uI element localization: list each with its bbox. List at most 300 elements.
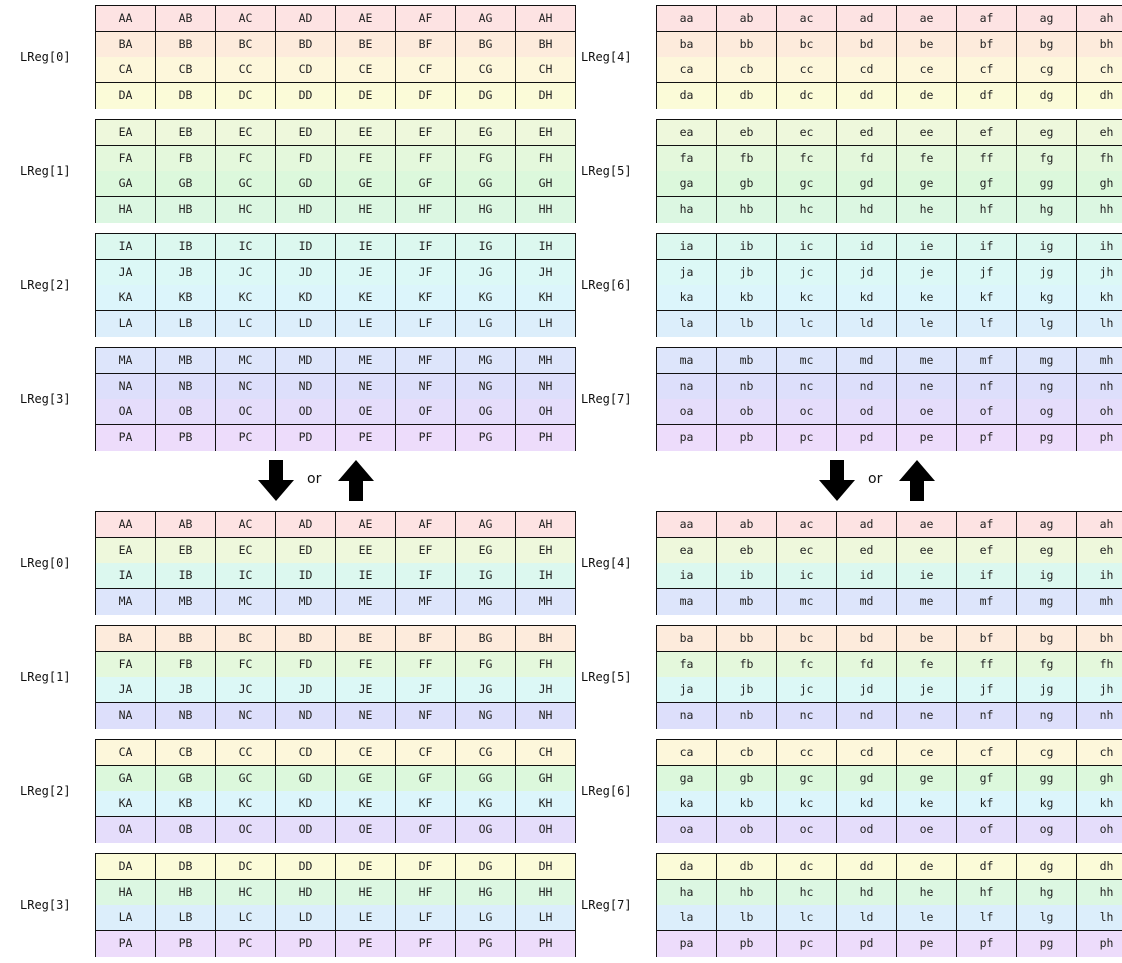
element-cell: EH — [516, 120, 575, 146]
register-grid — [656, 739, 1122, 843]
element-cell: DG — [456, 854, 516, 880]
element-cell: JG — [456, 677, 516, 703]
element-cell: gc — [777, 171, 837, 197]
element-cell: OA — [96, 399, 156, 425]
element-cell: GC — [216, 766, 276, 792]
register-row — [657, 32, 1122, 58]
element-cell: db — [717, 854, 777, 880]
element-cell: HD — [276, 197, 336, 223]
element-cell: ng — [1017, 374, 1077, 400]
element-cell: nc — [777, 703, 837, 729]
element-cell: JC — [216, 260, 276, 286]
element-cell: oc — [777, 817, 837, 843]
element-cell: KF — [396, 791, 456, 817]
element-cell: LF — [396, 905, 456, 931]
element-cell: AD — [276, 6, 336, 32]
element-cell: OF — [396, 399, 456, 425]
element-cell: me — [897, 589, 957, 615]
register-label: LReg[7] — [581, 898, 632, 912]
element-cell: DH — [516, 83, 575, 109]
element-cell: mg — [1017, 589, 1077, 615]
element-cell: gh — [1077, 171, 1122, 197]
register-row — [96, 285, 575, 311]
element-cell: lg — [1017, 311, 1077, 337]
element-cell: af — [957, 6, 1017, 32]
element-cell: lf — [957, 905, 1017, 931]
register-grid — [656, 5, 1122, 109]
register-group — [581, 853, 1121, 957]
element-cell: la — [657, 905, 717, 931]
register-row — [657, 171, 1122, 197]
element-cell: hc — [777, 880, 837, 906]
register-group — [20, 853, 560, 957]
register-grid — [656, 119, 1122, 223]
element-cell: gf — [957, 766, 1017, 792]
register-grid — [656, 233, 1122, 337]
register-row — [657, 57, 1122, 83]
element-cell: ac — [777, 512, 837, 538]
element-cell: ob — [717, 399, 777, 425]
element-cell: ae — [897, 512, 957, 538]
register-group — [581, 119, 1121, 223]
element-cell: bg — [1017, 626, 1077, 652]
element-cell: jf — [957, 677, 1017, 703]
element-cell: ME — [336, 589, 396, 615]
element-cell: cg — [1017, 57, 1077, 83]
register-grid — [95, 511, 576, 615]
element-cell: fg — [1017, 146, 1077, 172]
element-cell: FA — [96, 146, 156, 172]
register-row — [96, 817, 575, 843]
element-cell: na — [657, 374, 717, 400]
element-cell: df — [957, 83, 1017, 109]
element-cell: AA — [96, 6, 156, 32]
register-row — [657, 120, 1122, 146]
element-cell: eh — [1077, 120, 1122, 146]
element-cell: EE — [336, 120, 396, 146]
register-grid — [656, 511, 1122, 615]
element-cell: ID — [276, 234, 336, 260]
element-cell: of — [957, 399, 1017, 425]
register-row — [96, 538, 575, 564]
element-cell: ma — [657, 589, 717, 615]
element-cell: ah — [1077, 512, 1122, 538]
register-group — [581, 739, 1121, 843]
element-cell: OF — [396, 817, 456, 843]
element-cell: ma — [657, 348, 717, 374]
element-cell: LA — [96, 311, 156, 337]
element-cell: HG — [456, 880, 516, 906]
element-cell: NC — [216, 374, 276, 400]
element-cell: HE — [336, 197, 396, 223]
register-row — [96, 880, 575, 906]
element-cell: de — [897, 83, 957, 109]
register-grid — [656, 625, 1122, 729]
register-row — [657, 399, 1122, 425]
element-cell: pe — [897, 425, 957, 451]
element-cell: kd — [837, 285, 897, 311]
element-cell: ea — [657, 538, 717, 564]
element-cell: nh — [1077, 703, 1122, 729]
register-group — [20, 347, 560, 451]
element-cell: ec — [777, 120, 837, 146]
element-cell: KD — [276, 791, 336, 817]
element-cell: ED — [276, 538, 336, 564]
element-cell: eb — [717, 120, 777, 146]
element-cell: PG — [456, 425, 516, 451]
element-cell: aa — [657, 6, 717, 32]
element-cell: FE — [336, 652, 396, 678]
element-cell: BA — [96, 626, 156, 652]
element-cell: JF — [396, 677, 456, 703]
element-cell: gg — [1017, 766, 1077, 792]
element-cell: BH — [516, 32, 575, 58]
element-cell: FA — [96, 652, 156, 678]
element-cell: ee — [897, 120, 957, 146]
element-cell: oa — [657, 399, 717, 425]
element-cell: MC — [216, 589, 276, 615]
register-row — [96, 563, 575, 589]
element-cell: JD — [276, 260, 336, 286]
element-cell: FH — [516, 652, 575, 678]
element-cell: ab — [717, 6, 777, 32]
element-cell: je — [897, 677, 957, 703]
element-cell: FF — [396, 146, 456, 172]
element-cell: CE — [336, 57, 396, 83]
arrow-down-icon — [257, 460, 295, 502]
element-cell: lh — [1077, 311, 1122, 337]
register-row — [657, 589, 1122, 615]
element-cell: jd — [837, 260, 897, 286]
element-cell: dg — [1017, 854, 1077, 880]
element-cell: ef — [957, 120, 1017, 146]
element-cell: og — [1017, 399, 1077, 425]
element-cell: FC — [216, 652, 276, 678]
arrow-down-icon — [818, 460, 856, 502]
element-cell: gb — [717, 766, 777, 792]
element-cell: fh — [1077, 652, 1122, 678]
element-cell: LC — [216, 905, 276, 931]
register-grid — [656, 853, 1122, 957]
element-cell: pd — [837, 931, 897, 957]
element-cell: jb — [717, 260, 777, 286]
element-cell: LD — [276, 311, 336, 337]
element-cell: EC — [216, 120, 276, 146]
or-separator-left: or — [307, 471, 322, 487]
element-cell: JH — [516, 260, 575, 286]
element-cell: DF — [396, 83, 456, 109]
element-cell: FD — [276, 146, 336, 172]
element-cell: AD — [276, 512, 336, 538]
element-cell: da — [657, 83, 717, 109]
element-cell: HA — [96, 197, 156, 223]
arrow-up-icon — [898, 460, 936, 502]
element-cell: PD — [276, 931, 336, 957]
element-cell: bb — [717, 32, 777, 58]
element-cell: BG — [456, 626, 516, 652]
element-cell: BE — [336, 626, 396, 652]
element-cell: pg — [1017, 931, 1077, 957]
element-cell: cg — [1017, 740, 1077, 766]
element-cell: ie — [897, 563, 957, 589]
element-cell: df — [957, 854, 1017, 880]
element-cell: od — [837, 399, 897, 425]
element-cell: kc — [777, 791, 837, 817]
element-cell: MC — [216, 348, 276, 374]
element-cell: LC — [216, 311, 276, 337]
element-cell: CE — [336, 740, 396, 766]
register-row — [657, 425, 1122, 451]
register-row — [96, 766, 575, 792]
element-cell: CH — [516, 57, 575, 83]
element-cell: KA — [96, 791, 156, 817]
element-cell: MB — [156, 589, 216, 615]
register-grid — [95, 853, 576, 957]
register-label: LReg[2] — [20, 784, 71, 798]
element-cell: CF — [396, 57, 456, 83]
element-cell: MD — [276, 589, 336, 615]
element-cell: ke — [897, 791, 957, 817]
element-cell: ba — [657, 32, 717, 58]
element-cell: GF — [396, 171, 456, 197]
element-cell: MG — [456, 348, 516, 374]
element-cell: ic — [777, 234, 837, 260]
element-cell: FB — [156, 652, 216, 678]
element-cell: dg — [1017, 83, 1077, 109]
element-cell: HA — [96, 880, 156, 906]
element-cell: PC — [216, 931, 276, 957]
register-label: LReg[2] — [20, 278, 71, 292]
element-cell: ha — [657, 880, 717, 906]
element-cell: jh — [1077, 260, 1122, 286]
element-cell: CG — [456, 740, 516, 766]
register-row — [96, 6, 575, 32]
element-cell: ca — [657, 57, 717, 83]
register-row — [657, 311, 1122, 337]
element-cell: FG — [456, 146, 516, 172]
element-cell: NF — [396, 703, 456, 729]
element-cell: KG — [456, 285, 516, 311]
element-cell: BF — [396, 32, 456, 58]
element-cell: OH — [516, 817, 575, 843]
element-cell: HB — [156, 880, 216, 906]
element-cell: OD — [276, 817, 336, 843]
element-cell: NG — [456, 374, 516, 400]
element-cell: gf — [957, 171, 1017, 197]
element-cell: FE — [336, 146, 396, 172]
register-row — [657, 931, 1122, 957]
register-grid — [95, 119, 576, 223]
element-cell: AH — [516, 6, 575, 32]
element-cell: of — [957, 817, 1017, 843]
element-cell: hb — [717, 197, 777, 223]
element-cell: lc — [777, 905, 837, 931]
element-cell: kg — [1017, 791, 1077, 817]
element-cell: ND — [276, 703, 336, 729]
register-label: LReg[7] — [581, 392, 632, 406]
element-cell: PD — [276, 425, 336, 451]
register-row — [657, 703, 1122, 729]
element-cell: LB — [156, 311, 216, 337]
register-row — [96, 120, 575, 146]
element-cell: GF — [396, 766, 456, 792]
element-cell: AC — [216, 512, 276, 538]
register-row — [96, 234, 575, 260]
element-cell: mf — [957, 589, 1017, 615]
element-cell: DH — [516, 854, 575, 880]
element-cell: EH — [516, 538, 575, 564]
element-cell: pb — [717, 931, 777, 957]
element-cell: IF — [396, 563, 456, 589]
register-row — [657, 677, 1122, 703]
element-cell: bh — [1077, 32, 1122, 58]
element-cell: GB — [156, 171, 216, 197]
element-cell: bd — [837, 32, 897, 58]
element-cell: JE — [336, 260, 396, 286]
register-grid — [95, 233, 576, 337]
element-cell: DE — [336, 854, 396, 880]
element-cell: GE — [336, 766, 396, 792]
element-cell: ah — [1077, 6, 1122, 32]
element-cell: HC — [216, 880, 276, 906]
element-cell: MG — [456, 589, 516, 615]
element-cell: CC — [216, 740, 276, 766]
register-group — [20, 511, 560, 615]
element-cell: dc — [777, 83, 837, 109]
element-cell: NH — [516, 703, 575, 729]
register-label: LReg[0] — [20, 556, 71, 570]
element-cell: kf — [957, 791, 1017, 817]
element-cell: hd — [837, 197, 897, 223]
element-cell: IB — [156, 234, 216, 260]
element-cell: ph — [1077, 425, 1122, 451]
element-cell: EA — [96, 120, 156, 146]
element-cell: GG — [456, 171, 516, 197]
element-cell: CD — [276, 57, 336, 83]
element-cell: AC — [216, 6, 276, 32]
element-cell: pc — [777, 425, 837, 451]
element-cell: GG — [456, 766, 516, 792]
element-cell: de — [897, 854, 957, 880]
element-cell: be — [897, 626, 957, 652]
register-row — [657, 652, 1122, 678]
element-cell: lb — [717, 311, 777, 337]
register-row — [96, 791, 575, 817]
element-cell: BF — [396, 626, 456, 652]
element-cell: NB — [156, 374, 216, 400]
register-row — [96, 740, 575, 766]
element-cell: KH — [516, 285, 575, 311]
element-cell: bh — [1077, 626, 1122, 652]
element-cell: cc — [777, 740, 837, 766]
arrow-up-icon — [337, 460, 375, 502]
element-cell: ca — [657, 740, 717, 766]
element-cell: bc — [777, 626, 837, 652]
element-cell: me — [897, 348, 957, 374]
element-cell: DD — [276, 854, 336, 880]
element-cell: EC — [216, 538, 276, 564]
element-cell: je — [897, 260, 957, 286]
register-row — [657, 626, 1122, 652]
element-cell: fd — [837, 146, 897, 172]
element-cell: DC — [216, 83, 276, 109]
register-group — [581, 625, 1121, 729]
element-cell: HC — [216, 197, 276, 223]
element-cell: oc — [777, 399, 837, 425]
element-cell: kh — [1077, 285, 1122, 311]
register-row — [96, 348, 575, 374]
element-cell: ME — [336, 348, 396, 374]
register-row — [657, 260, 1122, 286]
element-cell: DB — [156, 83, 216, 109]
element-cell: le — [897, 905, 957, 931]
element-cell: PB — [156, 425, 216, 451]
element-cell: EF — [396, 538, 456, 564]
register-row — [96, 589, 575, 615]
element-cell: JB — [156, 260, 216, 286]
element-cell: dd — [837, 83, 897, 109]
element-cell: md — [837, 348, 897, 374]
element-cell: BD — [276, 32, 336, 58]
element-cell: FH — [516, 146, 575, 172]
element-cell: nf — [957, 703, 1017, 729]
element-cell: ld — [837, 311, 897, 337]
element-cell: IC — [216, 234, 276, 260]
element-cell: ne — [897, 374, 957, 400]
register-row — [96, 32, 575, 58]
element-cell: DE — [336, 83, 396, 109]
register-row — [96, 260, 575, 286]
register-label: LReg[3] — [20, 392, 71, 406]
element-cell: DD — [276, 83, 336, 109]
element-cell: ib — [717, 234, 777, 260]
register-row — [96, 83, 575, 109]
element-cell: pa — [657, 931, 717, 957]
element-cell: ED — [276, 120, 336, 146]
register-row — [96, 374, 575, 400]
element-cell: cc — [777, 57, 837, 83]
element-cell: LG — [456, 311, 516, 337]
element-cell: PF — [396, 425, 456, 451]
element-cell: bf — [957, 626, 1017, 652]
element-cell: LF — [396, 311, 456, 337]
arrows-left — [257, 460, 377, 502]
register-group — [20, 5, 560, 109]
element-cell: EA — [96, 538, 156, 564]
element-cell: IB — [156, 563, 216, 589]
element-cell: eg — [1017, 538, 1077, 564]
element-cell: cb — [717, 740, 777, 766]
register-grid — [95, 5, 576, 109]
element-cell: KF — [396, 285, 456, 311]
element-cell: MF — [396, 589, 456, 615]
element-cell: PC — [216, 425, 276, 451]
element-cell: lc — [777, 311, 837, 337]
element-cell: LD — [276, 905, 336, 931]
element-cell: GD — [276, 171, 336, 197]
element-cell: pg — [1017, 425, 1077, 451]
element-cell: aa — [657, 512, 717, 538]
element-cell: og — [1017, 817, 1077, 843]
element-cell: ce — [897, 740, 957, 766]
element-cell: ac — [777, 6, 837, 32]
element-cell: HE — [336, 880, 396, 906]
element-cell: dh — [1077, 854, 1122, 880]
element-cell: lb — [717, 905, 777, 931]
element-cell: cd — [837, 740, 897, 766]
element-cell: CA — [96, 740, 156, 766]
register-group — [20, 739, 560, 843]
